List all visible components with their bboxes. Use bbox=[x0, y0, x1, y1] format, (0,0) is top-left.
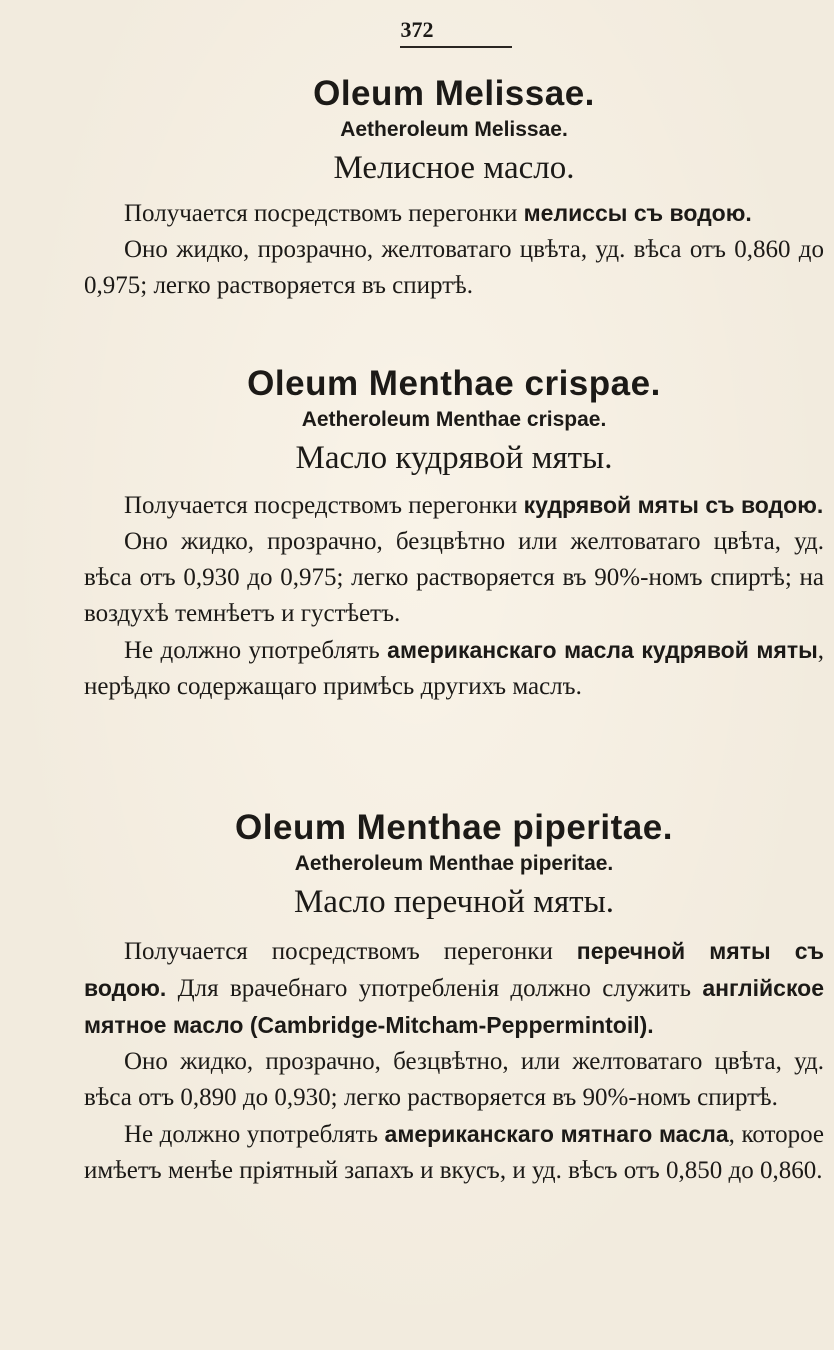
paragraph bbox=[84, 1044, 824, 1116]
text-run: Для врачебнаго употребленія должно служить bbox=[166, 975, 703, 1002]
bold-term: кудрявой мяты съ водою. bbox=[523, 492, 824, 518]
section-russian-title: Масло кудрявой мяты. bbox=[295, 440, 613, 476]
paragraph bbox=[84, 232, 824, 304]
section-oleum-melissae bbox=[84, 74, 824, 304]
bold-term: американскаго масла кудрявой мяты bbox=[387, 637, 818, 663]
text-run: , которое имѣетъ менѣе пріятный запахъ и вкусъ, и уд. вѣсъ отъ 0,850 до 0,860. bbox=[84, 1121, 824, 1184]
page-number: 372 bbox=[400, 17, 434, 42]
text-run: Не должно употреблять bbox=[124, 1121, 385, 1148]
paragraph bbox=[84, 632, 824, 705]
text-run: , нерѣдко содержащаго примѣсь другихъ маслъ. bbox=[84, 637, 824, 700]
bold-term: перечной мяты съ водою. bbox=[84, 938, 824, 1001]
section-title: Oleum Menthae piperitae. bbox=[235, 808, 673, 847]
section-russian-title: Мелисное масло. bbox=[333, 150, 575, 186]
section-title: Oleum Melissae. bbox=[313, 74, 595, 113]
text-run: Оно жидко, прозрачно, безцвѣтно или желтоватаго цвѣта, уд. вѣса отъ 0,930 до 0,975; легко растворяется въ 90%-номъ спиртѣ; на воздухѣ темнѣетъ и густѣетъ. bbox=[84, 528, 824, 627]
section-title: Oleum Menthae crispae. bbox=[247, 364, 661, 403]
paragraph bbox=[84, 195, 824, 232]
section-subtitle: Aetheroleum Menthae crispae. bbox=[301, 408, 607, 431]
header-rule bbox=[400, 46, 512, 48]
section-oleum-menthae-crispae bbox=[84, 364, 824, 705]
paragraph bbox=[84, 933, 824, 1044]
section-oleum-menthae-piperitae bbox=[84, 808, 824, 1189]
paragraph bbox=[84, 524, 824, 632]
text-run: Получается посредствомъ перегонки bbox=[124, 492, 524, 519]
text-run: Оно жидко, прозрачно, безцвѣтно, или желтоватаго цвѣта, уд. вѣса отъ 0,890 до 0,930; легко растворяется въ 90%-номъ спиртѣ. bbox=[84, 1048, 824, 1111]
section-body bbox=[84, 933, 824, 1189]
text-run: Получается посредствомъ перегонки bbox=[124, 200, 524, 227]
paragraph bbox=[84, 487, 824, 524]
bold-term: американскаго мятнаго масла bbox=[384, 1121, 729, 1147]
bold-term: мелиссы съ водою. bbox=[523, 200, 752, 226]
text-run: Не должно употреблять bbox=[124, 637, 388, 664]
section-body bbox=[84, 195, 824, 304]
bold-term: англійское мятное масло (Cambridge-Mitcham-Peppermintoil). bbox=[84, 975, 824, 1038]
section-russian-title: Масло перечной мяты. bbox=[293, 884, 615, 920]
text-run: Оно жидко, прозрачно, желтоватаго цвѣта, уд. вѣса отъ 0,860 до 0,975; легко растворяется въ спиртѣ. bbox=[84, 236, 824, 299]
section-body bbox=[84, 487, 824, 705]
text-run: Получается посредствомъ перегонки bbox=[124, 938, 577, 965]
paragraph bbox=[84, 1116, 824, 1189]
section-subtitle: Aetheroleum Melissae. bbox=[340, 118, 568, 141]
section-subtitle: Aetheroleum Menthae piperitae. bbox=[294, 852, 614, 875]
